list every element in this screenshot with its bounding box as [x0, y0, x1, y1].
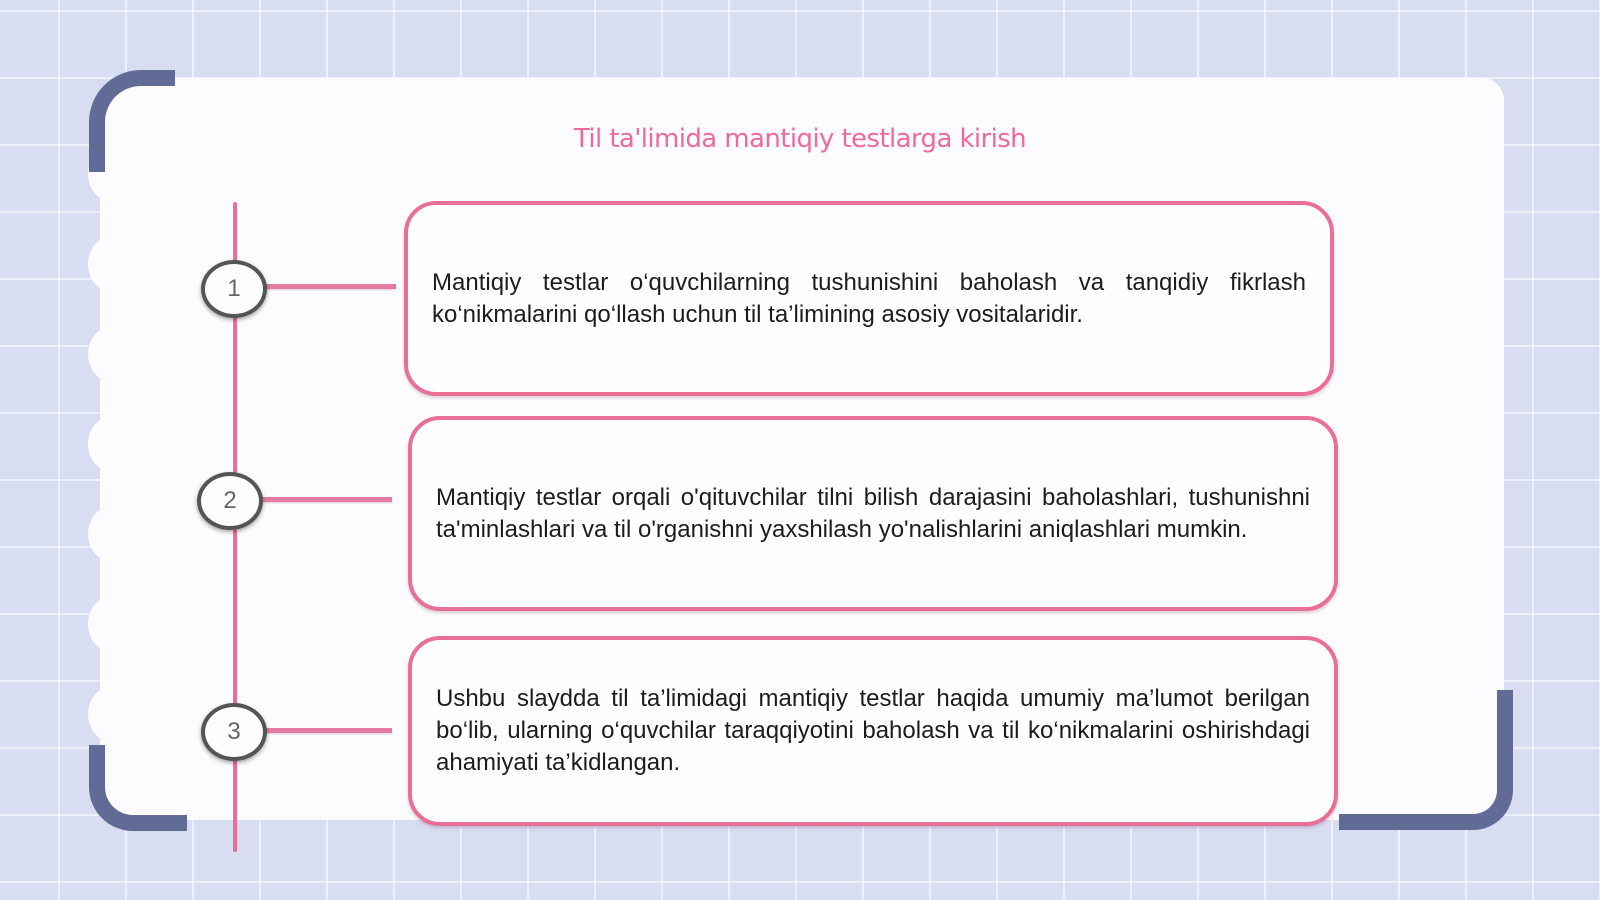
paper-edge-bump [88, 418, 128, 470]
step-card-2-text: Mantiqiy testlar orqali o'qituvchilar tilni bilish darajasini baholashlari, tushunishni ta'minlashlari va til o'rganishni yaxshilash yo'nalishlarini aniqlashlari mumkin. [436, 483, 1310, 543]
step-card-3 [408, 636, 1338, 826]
step-number-3: 3 [201, 703, 267, 761]
paper-edge-bump [88, 688, 128, 740]
step-card-2 [408, 416, 1338, 611]
timeline-connector-1 [266, 284, 396, 289]
timeline-connector-2 [262, 497, 392, 502]
step-number-1: 1 [201, 260, 267, 318]
step-card-1 [404, 201, 1334, 396]
step-card-1-text: Mantiqiy testlar o‘quvchilarning tushunishini baholash va tanqidiy fikrlash ko‘nikmalarini qo‘llash uchun til ta’limining asosiy vositalaridir. [432, 268, 1306, 328]
timeline-connector-3 [266, 728, 392, 733]
paper-edge-bump [88, 238, 128, 290]
corner-bracket-top-left [89, 70, 175, 172]
paper-edge-bump [88, 598, 128, 650]
corner-bracket-bottom-left [89, 745, 187, 831]
corner-bracket-bottom-right [1339, 690, 1513, 830]
step-card-3-text: Ushbu slaydda til ta’limidagi mantiqiy testlar haqida umumiy ma’lumot berilgan bo‘lib, ularning o‘quvchilar taraqqiyotini baholash va til ko‘nikmalarini oshirishdagi ahamiyati ta’kidlangan. [436, 685, 1310, 776]
paper-edge-bump [88, 328, 128, 380]
step-number-2: 2 [197, 472, 263, 530]
slide-title: Til ta'limida mantiqiy testlarga kirish [573, 124, 1027, 154]
paper-edge-bump [88, 508, 128, 560]
